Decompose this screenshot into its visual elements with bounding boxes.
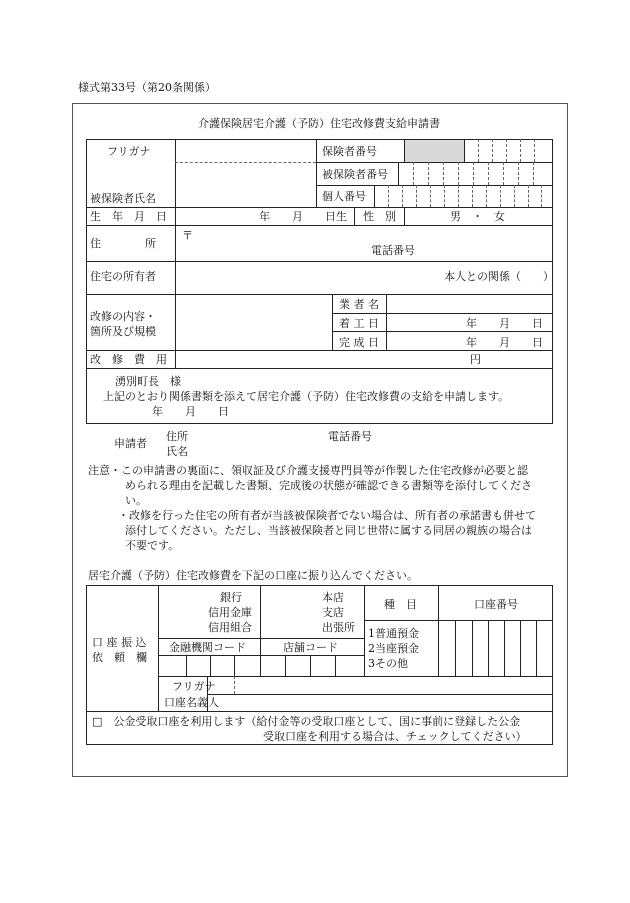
declaration-text: 上記のとおり関係書類を添えて居宅介護（予防）住宅改修費の支給を申請します。	[103, 390, 510, 403]
bank-type: 信用組合	[208, 621, 252, 634]
branch-type: 出張所	[322, 621, 355, 634]
declaration-date: 年 月 日	[152, 405, 229, 418]
work-label-line2: 箇所及び規模	[90, 325, 156, 338]
note-line: い。	[125, 494, 147, 507]
branch-type: 本店	[322, 591, 344, 604]
account-kind: 2当座預金	[368, 642, 419, 655]
branch-type: 支店	[322, 606, 344, 619]
applicant-label: 申請者	[114, 437, 147, 450]
complete-date-format: 年 月 日	[466, 336, 543, 349]
work-label-line1: 改修の内容・	[90, 310, 156, 323]
note-line: 不要です。	[125, 539, 180, 552]
contractor-label: 業 者 名	[339, 298, 379, 311]
applicant-name-label: 氏名	[166, 445, 188, 458]
start-date-label: 着 工 日	[339, 317, 379, 330]
form-number: 様式第33号（第20条関係）	[78, 81, 216, 94]
birth-date-format: 年 月 日生	[259, 210, 347, 223]
personal-number-label: 個人番号	[322, 190, 366, 203]
note-line: められる理由を記載した書類、完成後の状態が確認できる書類等を添付してくださ	[125, 479, 532, 492]
addressee: 湧別町長 様	[115, 375, 181, 388]
bank-type: 信用金庫	[208, 606, 252, 619]
applicant-phone-label: 電話番号	[328, 430, 372, 443]
sex-options: 男 ・ 女	[450, 210, 505, 223]
cost-label: 改 修 費 用	[90, 353, 167, 366]
insured-number-label: 被保険者番号	[322, 168, 388, 181]
insured-name-label: 被保険者氏名	[90, 192, 156, 205]
house-owner-label: 住宅の所有者	[90, 270, 156, 283]
postal-mark: 〒	[182, 229, 193, 242]
bank-label-line1: 口 座 振 込	[92, 636, 147, 649]
account-kind: 3その他	[368, 657, 408, 670]
note-line: 注意・この申請書の裏面に、領収証及び介護支援専門員等が作製した住宅改修が必要と認	[88, 464, 528, 477]
branch-code-label: 店舗コード	[283, 641, 338, 654]
public-account-note: 受取口座を利用する場合は、チェックしてください）	[263, 730, 527, 743]
note-line: 添付してください。ただし、当該被保険者と同じ世帯に属する同居の親族の場合は	[125, 524, 532, 537]
note-line: ・改修を行った住宅の所有者が当該被保険者でない場合は、所有者の承諾書も併せて	[118, 509, 536, 522]
complete-date-label: 完 成 日	[339, 336, 379, 349]
birth-date-label: 生 年 月 日	[90, 210, 167, 223]
page-title: 介護保険居宅介護（予防）住宅改修費支給申請書	[198, 117, 440, 130]
owner-relation: 本人との関係（ ）	[444, 270, 554, 283]
account-kind-header: 種 目	[384, 598, 417, 611]
public-account-checkbox[interactable]: □ 公金受取口座を利用します（給付金等の受取口座として、国に事前に登録した公金	[92, 715, 521, 728]
holder-furigana-label: フリガナ	[172, 680, 216, 693]
bank-type: 銀行	[220, 591, 242, 604]
yen-unit: 円	[470, 353, 481, 366]
account-kind: 1普通預金	[368, 627, 419, 640]
furigana-label: フリガナ	[107, 145, 151, 158]
account-holder-label: 口座名義人	[164, 696, 219, 709]
phone-label: 電話番号	[371, 244, 415, 257]
institution-code-label: 金融機関コード	[169, 641, 246, 654]
insurer-number-label: 保険者番号	[322, 145, 377, 158]
address-label: 住 所	[90, 237, 156, 250]
sex-label: 性 別	[363, 210, 396, 223]
bank-intro: 居宅介護（予防）住宅改修費を下記の口座に振り込んでください。	[88, 569, 418, 582]
account-number-header: 口座番号	[474, 598, 518, 611]
bank-label-line2: 依 頼 欄	[92, 651, 147, 664]
applicant-address-label: 住所	[166, 430, 188, 443]
start-date-format: 年 月 日	[466, 317, 543, 330]
